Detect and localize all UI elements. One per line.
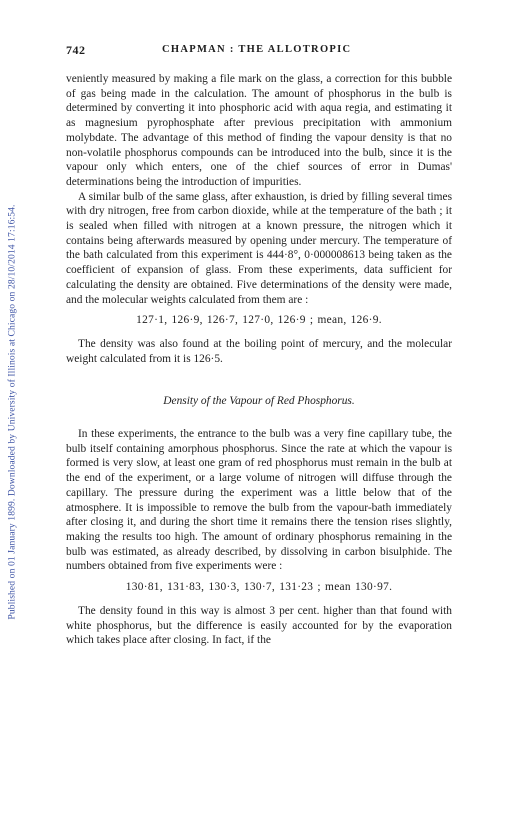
paragraph-mercury-boiling: The density was also found at the boiling point of mercury, and the molecular weight calculated from it is 126·5. xyxy=(66,337,452,365)
paragraph-nitrogen-bulb: A similar bulb of the same glass, after exhaustion, is dried by filling several times with dry nitrogen, free from carbon dioxide, while at the temperature of the bath ; it is sealed when filled with nitrogen at a known pressure, the nitrogen which it contains being afterwards measured by opening under mercury. The temperature of the bath calculated from this experiment is 444·8°, 0·000008613 being taken as the coefficient of expansion of glass. From these experiments, data sufficient for calculating the density are obtained. Five determinations of the density were made, and the molecular weights calculated from them are : xyxy=(66,190,452,306)
molecular-weights-white: 127·1, 126·9, 126·7, 127·0, 126·9 ; mean, 126·9. xyxy=(136,314,382,327)
running-head xyxy=(66,43,452,61)
download-watermark xyxy=(0,0,24,816)
molecular-weights-red: 130·81, 131·83, 130·3, 130·7, 131·23 ; mean 130·97. xyxy=(125,581,393,594)
running-title: CHAPMAN : THE ALLOTROPIC xyxy=(162,44,352,55)
download-watermark-text: Published on 01 January 1899. Downloaded by University of Illinois at Chicago on 28/10/2014 17:16:54. xyxy=(6,204,18,620)
paragraph-continuation: veniently measured by making a file mark on the glass, a correction for this bubble of gas being made in the calculation. The amount of phosphorus in the bulb is determined by converting it into phosphoric acid with aqua regia, and estimating it as magnesium pyrophosphate after previous precipitation with ammonium molybdate. The advantage of this method of finding the vapour density is that no non-volatile phosphorus compounds can be introduced into the bulb, since it is the vapour only which enters, one of the chief sources of error in Dumas' determinations being the introduction of impurities. xyxy=(66,73,452,188)
paragraph-density-comparison: The density found in this way is almost 3 per cent. higher than that found with white phosphorus, but the difference is easily accounted for by the evaporation which takes place after closing. In fact, if the xyxy=(66,604,452,647)
paragraph-red-phosphorus: In these experiments, the entrance to the bulb was a very fine capillary tube, the bulb itself containing amorphous phosphorus. Since the rate at which the vapour is formed is very slow, at least one gram of red phosphorus must remain in the bulb at the end of the experiment, or a large volume of nitrogen will diffuse through the capillary. The pressure during the experiment was a little below that of the atmosphere. It is impossible to remove the bulb from the vapour-bath immediately after closing it, and during the short time it remains there the tension rises slightly, making the results too high. The amount of ordinary phosphorus remaining in the bulb was estimated, as already described, by dissolving in carbon bisulphide. The numbers obtained from five experiments were : xyxy=(66,428,452,573)
article-body xyxy=(66,72,452,648)
journal-page xyxy=(66,43,452,648)
section-heading: Density of the Vapour of Red Phosphorus. xyxy=(163,395,355,408)
page-number: 742 xyxy=(66,43,86,57)
